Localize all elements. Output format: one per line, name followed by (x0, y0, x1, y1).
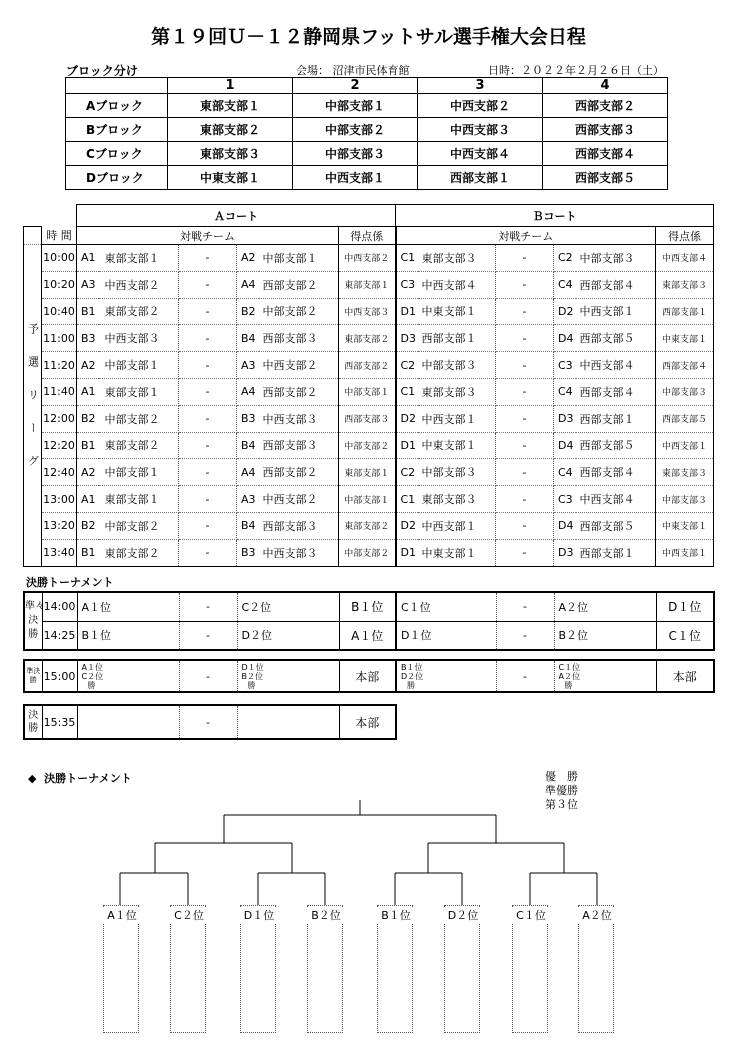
vs-dash: - (179, 271, 237, 298)
sf-team: C１位 (558, 662, 581, 672)
team-name: 中西支部４ (418, 271, 496, 298)
block-label: Aブロック (66, 94, 168, 118)
match-time: 10:40 (42, 298, 77, 325)
team-name: 中東支部１ (418, 432, 496, 459)
result-champion: 優 勝 (545, 770, 578, 783)
block-label: Dブロック (66, 166, 168, 190)
team-code: D4 (554, 325, 576, 352)
scorer: 中西支部２ (339, 245, 396, 272)
scorer: 東部支部２ (339, 325, 396, 352)
block-team: 中西支部１ (293, 166, 418, 190)
vs-dash: - (496, 621, 554, 650)
bracket-entry-box (240, 905, 276, 1033)
vs-dash: - (179, 298, 237, 325)
team-code: C2 (554, 245, 576, 272)
team-name: 西部支部４ (576, 271, 656, 298)
vs-dash: - (496, 245, 554, 272)
qf-scorer: A１位 (339, 621, 396, 650)
vs-dash: - (496, 660, 554, 692)
vs-dash: - (496, 486, 554, 513)
block-team: 東部支部２ (168, 118, 293, 142)
qf-team: B２位 (554, 621, 656, 650)
venue-text: 会場： 沼津市民体育館 (296, 64, 410, 77)
team-name: 中西支部３ (259, 539, 339, 566)
qf-time: 14:25 (42, 621, 77, 650)
vs-dash: - (179, 378, 237, 405)
team-name: 中西支部３ (99, 325, 179, 352)
team-code: B3 (237, 539, 259, 566)
scorer: 中部支部３ (656, 486, 714, 513)
scorer: 東部支部３ (656, 459, 714, 486)
bracket-entry-label: C２位 (165, 907, 213, 923)
scorer: 西部支部５ (656, 405, 714, 432)
sf-team: B２位 (241, 671, 263, 681)
sf-scorer: 本部 (339, 660, 396, 692)
sf-scorer: 本部 (656, 660, 714, 692)
block-team: 東部支部３ (168, 142, 293, 166)
team-code: D4 (554, 512, 576, 539)
sf-team: D２位 (401, 671, 424, 681)
team-name: 中部支部３ (418, 352, 496, 379)
scorer: 中東支部１ (656, 512, 714, 539)
block-team: 西部支部１ (418, 166, 543, 190)
team-code: D2 (396, 512, 418, 539)
team-code: C3 (554, 486, 576, 513)
team-code: D2 (554, 298, 576, 325)
team-code: A1 (77, 245, 99, 272)
bracket-entry-box (307, 905, 343, 1033)
vs-dash: - (496, 405, 554, 432)
vs-dash: - (179, 539, 237, 566)
block-team: 中東支部１ (168, 166, 293, 190)
vs-dash: - (179, 512, 237, 539)
team-name: 中西支部２ (99, 271, 179, 298)
team-code: B1 (77, 298, 99, 325)
vs-dash: - (179, 245, 237, 272)
team-code: C1 (396, 486, 418, 513)
bracket-entry-label: C１位 (507, 907, 555, 923)
team-name: 西部支部３ (259, 432, 339, 459)
vs-dash: - (179, 705, 237, 739)
block-team: 中西支部２ (418, 94, 543, 118)
vs-dash: - (179, 621, 237, 650)
team-name: 東部支部１ (99, 486, 179, 513)
match-time: 11:20 (42, 352, 77, 379)
scorer-header-a: 得点係 (339, 227, 396, 245)
sf-team: D１位 (241, 662, 264, 672)
block-col-header: 1 (168, 78, 293, 94)
sf-time: 15:00 (42, 660, 77, 692)
block-col-header: 4 (543, 78, 668, 94)
team-code: A3 (77, 271, 99, 298)
team-code: B3 (77, 325, 99, 352)
sf-team: A１位 (81, 662, 103, 672)
team-code: A1 (77, 486, 99, 513)
bracket-entry-label: D１位 (235, 907, 283, 923)
bracket-entry-label: A２位 (573, 907, 621, 923)
vs-dash: - (496, 432, 554, 459)
team-code: A3 (237, 486, 259, 513)
date-text: 日時：２０２２年２月２６日（土） (488, 64, 664, 77)
team-name: 中西支部１ (418, 405, 496, 432)
qf-team: B１位 (77, 621, 179, 650)
match-time: 12:40 (42, 459, 77, 486)
team-code: C1 (396, 245, 418, 272)
diamond-bullet-icon: ◆ (28, 772, 37, 785)
sf-team: B１位 (401, 662, 423, 672)
team-name: 中西支部１ (418, 512, 496, 539)
team-name: 中部支部１ (259, 245, 339, 272)
qf-time: 14:00 (42, 592, 77, 621)
match-time: 13:00 (42, 486, 77, 513)
team-code: D1 (396, 432, 418, 459)
team-code: C4 (554, 378, 576, 405)
team-code: A4 (237, 378, 259, 405)
qf-scorer: D１位 (656, 592, 714, 621)
match-time: 11:00 (42, 325, 77, 352)
team-name: 中西支部２ (259, 486, 339, 513)
scorer: 中東支部１ (656, 325, 714, 352)
scorer: 中部支部３ (656, 378, 714, 405)
block-team: 西部支部２ (543, 94, 668, 118)
team-code: B2 (77, 512, 99, 539)
block-team: 中西支部４ (418, 142, 543, 166)
block-col-header: 3 (418, 78, 543, 94)
vs-dash: - (496, 512, 554, 539)
block-team: 中部支部２ (293, 118, 418, 142)
vs-dash: - (496, 352, 554, 379)
match-time: 13:40 (42, 539, 77, 566)
team-code: A2 (77, 459, 99, 486)
match-time: 12:00 (42, 405, 77, 432)
block-col-header: 2 (293, 78, 418, 94)
team-name: 中部支部１ (99, 352, 179, 379)
team-code: B4 (237, 432, 259, 459)
scorer: 中西支部１ (656, 432, 714, 459)
team-name: 東部支部２ (99, 539, 179, 566)
scorer: 東部支部１ (339, 459, 396, 486)
team-code: C3 (396, 271, 418, 298)
team-name: 中西支部２ (259, 352, 339, 379)
team-code: D1 (396, 298, 418, 325)
team-name: 中西支部４ (576, 486, 656, 513)
match-time: 11:40 (42, 378, 77, 405)
vs-dash: - (179, 592, 237, 621)
bracket-entry-box (578, 905, 614, 1033)
qf-scorer: B１位 (339, 592, 396, 621)
scorer: 西部支部４ (656, 352, 714, 379)
team-code: D1 (396, 539, 418, 566)
block-heading: ブロック分け (66, 64, 138, 78)
bracket-entry-box (377, 905, 413, 1033)
team-code: D2 (396, 405, 418, 432)
team-code: D3 (554, 539, 576, 566)
block-team: 中部支部１ (293, 94, 418, 118)
match-time: 12:20 (42, 432, 77, 459)
match-time: 10:20 (42, 271, 77, 298)
vs-dash: - (179, 352, 237, 379)
team-name: 西部支部１ (576, 539, 656, 566)
final-label: 決勝 (24, 705, 42, 739)
vs-dash: - (496, 459, 554, 486)
final-scorer: 本部 (339, 705, 396, 739)
team-name: 中西支部１ (576, 298, 656, 325)
bracket-entry-label: B１位 (372, 907, 420, 923)
team-code: B3 (237, 405, 259, 432)
result-third: 第３位 (545, 798, 578, 811)
block-team: 西部支部５ (543, 166, 668, 190)
time-header: 時 間 (42, 227, 77, 245)
sf-win: 勝 (247, 680, 256, 690)
vs-dash: - (179, 405, 237, 432)
vs-dash: - (179, 432, 237, 459)
block-label: Bブロック (66, 118, 168, 142)
scorer: 東部支部１ (339, 271, 396, 298)
vs-dash: - (179, 325, 237, 352)
team-code: C1 (396, 378, 418, 405)
team-code: B1 (77, 539, 99, 566)
block-team: 東部支部１ (168, 94, 293, 118)
team-name: 中部支部２ (99, 512, 179, 539)
team-name: 東部支部３ (418, 245, 496, 272)
team-name: 西部支部３ (259, 325, 339, 352)
court-b-header: Ｂコート (396, 205, 714, 227)
team-name: 東部支部１ (99, 378, 179, 405)
vs-dash: - (496, 378, 554, 405)
team-name: 中部支部２ (259, 298, 339, 325)
team-code: D3 (554, 405, 576, 432)
team-code: B4 (237, 325, 259, 352)
bracket-heading-text: 決勝トーナメント (44, 772, 132, 785)
bracket-entry-box (103, 905, 139, 1033)
vs-dash: - (179, 459, 237, 486)
scorer: 中西支部１ (656, 539, 714, 566)
sf-team: C２位 (81, 671, 104, 681)
team-name: 西部支部２ (259, 271, 339, 298)
team-name: 中部支部３ (418, 459, 496, 486)
vs-dash: - (496, 592, 554, 621)
team-name: 東部支部３ (418, 486, 496, 513)
qf-team: A２位 (554, 592, 656, 621)
finals-heading: 決勝トーナメント (26, 576, 114, 589)
bracket-entry-box (512, 905, 548, 1033)
team-code: A4 (237, 271, 259, 298)
vs-dash: - (496, 539, 554, 566)
scorer: 中部支部２ (339, 432, 396, 459)
scorer-header-b: 得点係 (656, 227, 714, 245)
sf-win: 勝 (87, 680, 96, 690)
block-team: 中部支部３ (293, 142, 418, 166)
scorer: 中西支部３ (339, 298, 396, 325)
vs-dash: - (496, 325, 554, 352)
match-time: 10:00 (42, 245, 77, 272)
scorer: 中部支部２ (339, 539, 396, 566)
block-team: 西部支部４ (543, 142, 668, 166)
sf-win: 勝 (564, 680, 573, 690)
team-code: C2 (396, 352, 418, 379)
vs-dash: - (179, 486, 237, 513)
team-name: 西部支部３ (259, 512, 339, 539)
block-team: 中西支部３ (418, 118, 543, 142)
team-code: B2 (237, 298, 259, 325)
team-name: 西部支部５ (576, 512, 656, 539)
team-name: 東部支部２ (99, 432, 179, 459)
team-code: C3 (554, 352, 576, 379)
team-code: D3 (396, 325, 418, 352)
bracket-entry-label: A１位 (98, 907, 146, 923)
scorer: 中西支部４ (656, 245, 714, 272)
team-code: B1 (77, 432, 99, 459)
match-time: 13:20 (42, 512, 77, 539)
sf-label: 準決勝 (24, 660, 42, 692)
vs-dash: - (496, 298, 554, 325)
team-code: A3 (237, 352, 259, 379)
team-code: A1 (77, 378, 99, 405)
bracket-entry-label: B２位 (302, 907, 350, 923)
team-name: 東部支部２ (99, 298, 179, 325)
qf-team: D１位 (396, 621, 496, 650)
team-name: 中西支部４ (576, 352, 656, 379)
team-name: 中部支部１ (99, 459, 179, 486)
scorer: 中部支部１ (339, 486, 396, 513)
block-label: Cブロック (66, 142, 168, 166)
result-runner-up: 準優勝 (545, 784, 578, 797)
qf-team: A１位 (77, 592, 179, 621)
team-name: 中部支部３ (576, 245, 656, 272)
page-title: 第１９回Ｕ－１２静岡県フットサル選手権大会日程 (151, 26, 586, 48)
team-name: 西部支部４ (576, 378, 656, 405)
round-label: 予選リーグ (24, 245, 42, 567)
team-name: 西部支部２ (259, 378, 339, 405)
team-code: C4 (554, 459, 576, 486)
team-code: A2 (77, 352, 99, 379)
teams-header-a: 対戦チーム (77, 227, 339, 245)
scorer: 西部支部３ (339, 405, 396, 432)
team-name: 西部支部５ (576, 325, 656, 352)
team-code: A2 (237, 245, 259, 272)
team-code: A4 (237, 459, 259, 486)
qf-team: C２位 (237, 592, 339, 621)
sf-team: A２位 (558, 671, 580, 681)
team-name: 西部支部１ (576, 405, 656, 432)
scorer: 中部支部１ (339, 378, 396, 405)
team-name: 西部支部４ (576, 459, 656, 486)
vs-dash: - (496, 271, 554, 298)
team-name: 東部支部１ (99, 245, 179, 272)
team-name: 西部支部５ (576, 432, 656, 459)
team-name: 西部支部１ (418, 325, 496, 352)
final-time: 15:35 (42, 705, 77, 739)
scorer: 西部支部１ (656, 298, 714, 325)
team-code: B4 (237, 512, 259, 539)
court-a-header: Ａコート (77, 205, 396, 227)
scorer: 西部支部２ (339, 352, 396, 379)
team-name: 中西支部３ (259, 405, 339, 432)
scorer: 東部支部３ (656, 271, 714, 298)
sf-win: 勝 (407, 680, 415, 690)
team-name: 中東支部１ (418, 298, 496, 325)
qf-team: C１位 (396, 592, 496, 621)
bracket-entry-box (170, 905, 206, 1033)
bracket-entry-box (444, 905, 480, 1033)
qf-team: D２位 (237, 621, 339, 650)
teams-header-b: 対戦チーム (396, 227, 656, 245)
team-name: 西部支部２ (259, 459, 339, 486)
bracket-entry-label: D２位 (439, 907, 487, 923)
qf-scorer: C１位 (656, 621, 714, 650)
team-code: B2 (77, 405, 99, 432)
qf-label: 準々決勝 (24, 592, 42, 650)
team-code: C4 (554, 271, 576, 298)
team-code: C2 (396, 459, 418, 486)
vs-dash: - (179, 660, 237, 692)
scorer: 東部支部２ (339, 512, 396, 539)
team-name: 中部支部２ (99, 405, 179, 432)
team-code: D4 (554, 432, 576, 459)
team-name: 東部支部３ (418, 378, 496, 405)
team-name: 中東支部１ (418, 539, 496, 566)
block-team: 西部支部３ (543, 118, 668, 142)
